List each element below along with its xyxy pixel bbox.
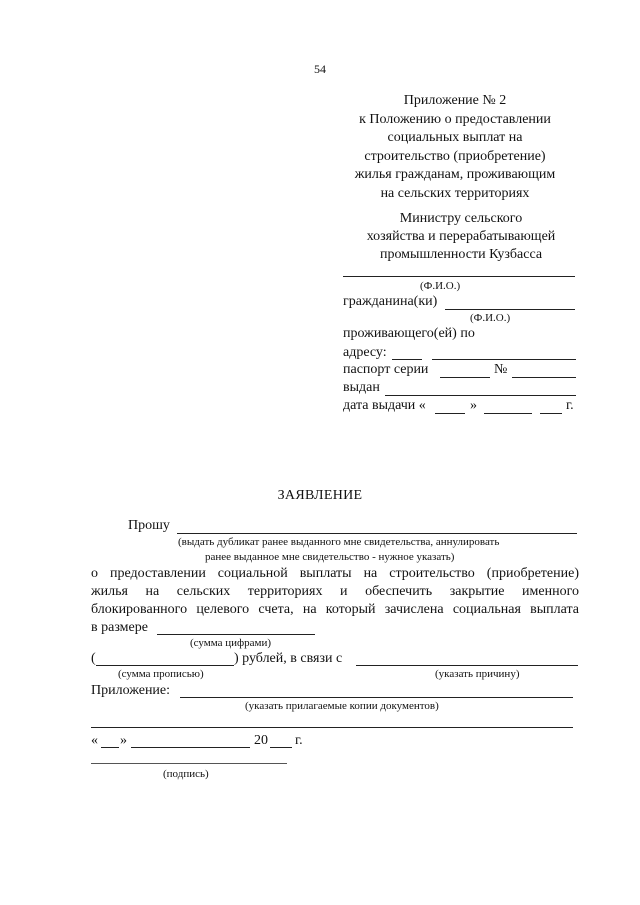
attachment-field-extra[interactable]	[91, 727, 573, 728]
appendix-line: социальных выплат на	[387, 130, 523, 145]
amount-label: в размере	[91, 620, 148, 635]
residing-label: проживающего(ей) по	[343, 326, 475, 341]
addressee-line: Министру сельского	[399, 211, 523, 226]
issue-date-label: дата выдачи «	[343, 398, 426, 413]
passport-number-label: №	[494, 362, 508, 377]
appendix-line: строительство (приобретение)	[364, 148, 546, 164]
date-quote-open: «	[91, 733, 98, 748]
date-quote-close: »	[120, 733, 127, 748]
request-field[interactable]	[177, 533, 577, 534]
amount-digits-field[interactable]	[157, 634, 315, 635]
issue-year-field[interactable]	[540, 413, 562, 414]
request-hint-2: ранее выданное мне свидетельство - нужное указать)	[205, 551, 455, 563]
passport-number-field[interactable]	[512, 377, 576, 378]
paragraph-line-2: жилья на сельских территориях и обеспечить закрытие именного	[91, 584, 579, 599]
date-year-field[interactable]	[270, 747, 292, 748]
attachment-field[interactable]	[180, 697, 573, 698]
citizen-fio-hint: (Ф.И.О.)	[470, 312, 511, 324]
addressee-line: хозяйства и перерабатывающей	[366, 229, 556, 244]
addressee-block	[330, 210, 592, 264]
reason-field[interactable]	[356, 665, 578, 666]
request-label: Прошу	[128, 518, 170, 533]
appendix-line: к Положению о предоставлении	[359, 111, 551, 127]
paragraph-line-1: о предоставлении социальной выплаты на строительство (приобретение)	[91, 566, 579, 581]
date-day-field[interactable]	[101, 747, 119, 748]
paren-open: (	[91, 651, 96, 666]
citizen-fio-field[interactable]	[445, 309, 575, 310]
appendix-header	[330, 92, 580, 203]
amount-words-hint: (сумма прописью)	[118, 668, 204, 680]
addressee-fio-hint: (Ф.И.О.)	[420, 280, 461, 292]
amount-digits-hint: (сумма цифрами)	[190, 637, 272, 649]
page-number: 54	[314, 62, 326, 76]
signature-hint: (подпись)	[163, 768, 209, 780]
passport-series-field[interactable]	[440, 377, 490, 378]
passport-label: паспорт серии	[343, 362, 429, 377]
appendix-line: жилья гражданам, проживающим	[354, 167, 556, 182]
signature-field[interactable]	[91, 763, 287, 764]
issue-date-quote-close: »	[470, 398, 477, 413]
addressee-line: промышленности Кузбасса	[379, 247, 543, 262]
document-title: ЗАЯВЛЕНИЕ	[277, 488, 363, 503]
attachment-label: Приложение:	[91, 683, 171, 698]
request-hint-1: (выдать дубликат ранее выданного мне свидетельства, аннулировать	[178, 536, 500, 548]
amount-words-field[interactable]	[96, 665, 234, 666]
date-year-prefix: 20	[254, 733, 268, 748]
rubles-text: ) рублей, в связи с	[234, 651, 343, 666]
attachment-hint: (указать прилагаемые копии документов)	[245, 700, 439, 712]
appendix-line: на сельских территориях	[380, 185, 530, 201]
addressee-fio-field[interactable]	[343, 276, 575, 277]
date-month-field[interactable]	[131, 747, 250, 748]
address-field-short[interactable]	[392, 359, 422, 360]
reason-hint: (указать причину)	[435, 668, 520, 680]
issue-month-field[interactable]	[484, 413, 532, 414]
address-field-long[interactable]	[432, 359, 576, 360]
issue-day-field[interactable]	[435, 413, 465, 414]
date-year-suffix: г.	[295, 733, 303, 748]
appendix-line: Приложение № 2	[403, 93, 507, 108]
address-label: адресу:	[343, 345, 387, 360]
paragraph-line-3: блокированного целевого счета, на который зачислена социальная выплата	[91, 602, 579, 617]
issued-by-field[interactable]	[385, 395, 576, 396]
citizen-label: гражданина(ки)	[343, 294, 438, 309]
issued-label: выдан	[343, 380, 380, 395]
issue-date-year-label: г.	[566, 398, 574, 413]
